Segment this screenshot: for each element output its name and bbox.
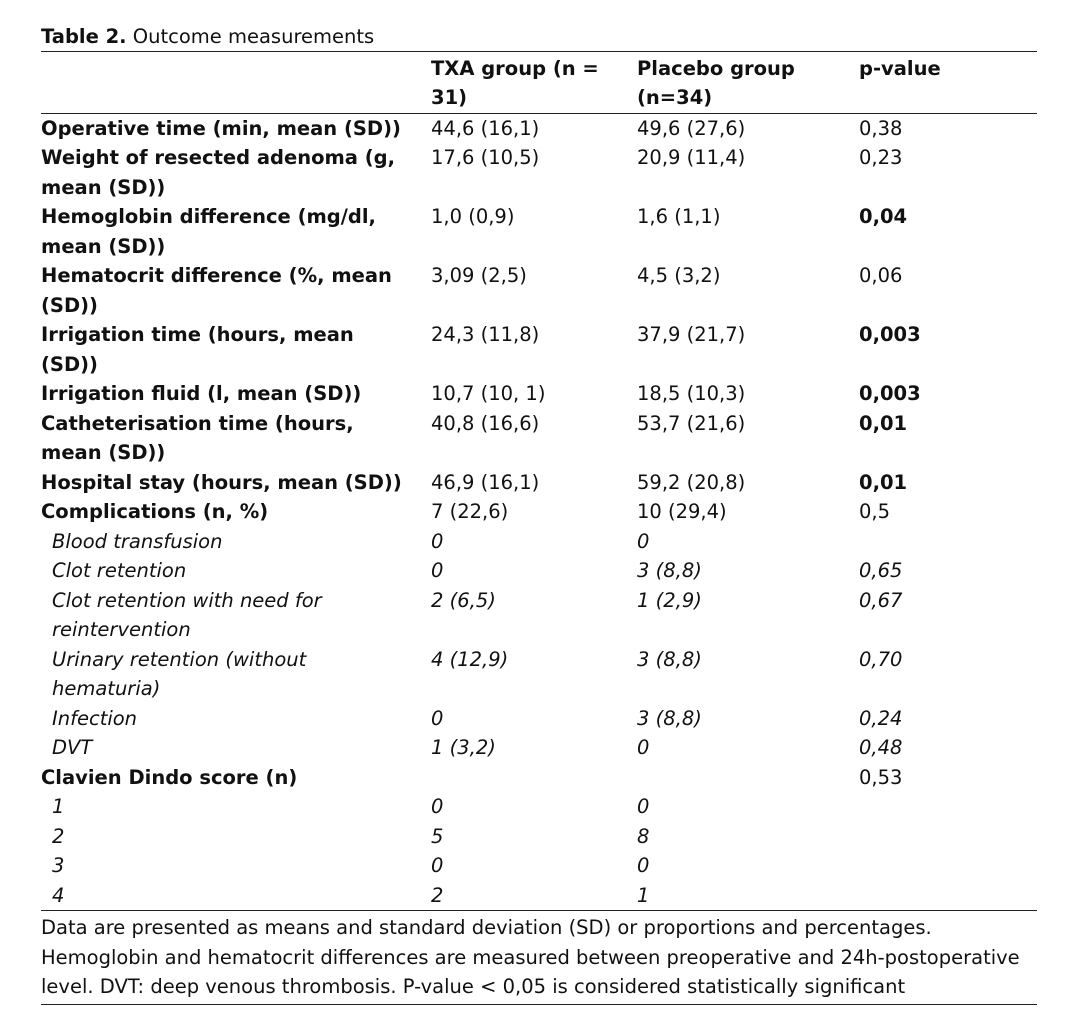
txa-value: 7 (22,6)	[431, 500, 509, 523]
txa-value: 24,3 (11,8)	[431, 323, 540, 346]
txa-value: 5	[431, 824, 444, 848]
table-row	[41, 468, 1037, 498]
p-value	[859, 822, 1037, 852]
table-row	[41, 497, 1037, 527]
txa-value: 40,8 (16,6)	[431, 411, 540, 435]
placebo-value: 53,7 (21,6)	[637, 411, 746, 435]
p-value	[859, 527, 1037, 557]
txa-value: 0	[431, 795, 444, 818]
p-value: 0,48	[859, 736, 903, 759]
table-row	[41, 409, 1037, 468]
placebo-value: 0	[637, 529, 650, 553]
txa-value: 2	[431, 883, 444, 907]
txa-value: 3,09 (2,5)	[431, 264, 527, 287]
row-label: Irrigation time (hours, mean (SD))	[41, 323, 354, 376]
header-empty	[41, 52, 431, 113]
p-value: 0,53	[859, 765, 903, 789]
outcome-table	[41, 52, 1037, 910]
row-label: Complications (n, %)	[41, 500, 269, 523]
table-caption-label: Table 2.	[41, 25, 127, 48]
row-label: 3	[52, 854, 65, 877]
p-value: 0,70	[859, 647, 903, 671]
placebo-value: 10 (29,4)	[637, 500, 727, 523]
txa-value: 0	[431, 559, 444, 582]
txa-value: 46,9 (16,1)	[431, 470, 540, 494]
placebo-value: 3 (8,8)	[637, 706, 702, 730]
table-row	[41, 645, 1037, 704]
table-caption-text: Outcome measurements	[126, 25, 375, 48]
p-value: 0,23	[859, 146, 903, 169]
header-txa-group: TXA group (n = 31)	[431, 52, 637, 113]
placebo-value: 49,6 (27,6)	[637, 116, 746, 140]
row-label: Catheterisation time (hours, mean (SD))	[41, 411, 354, 464]
table-row	[41, 113, 1037, 143]
p-value: 0,003	[859, 382, 921, 405]
placebo-value: 8	[637, 824, 650, 848]
table-header-row	[41, 52, 1037, 113]
p-value	[859, 851, 1037, 881]
row-label: Blood transfusion	[52, 529, 223, 553]
p-value: 0,65	[859, 559, 903, 582]
header-placebo-group: Placebo group (n=34)	[637, 52, 859, 113]
row-label: Weight of resected adenoma (g, mean (SD))	[41, 146, 396, 199]
txa-value: 2 (6,5)	[431, 588, 496, 612]
placebo-value: 4,5 (3,2)	[637, 264, 721, 287]
p-value: 0,5	[859, 500, 891, 523]
placebo-value: 18,5 (10,3)	[637, 382, 746, 405]
table-row	[41, 851, 1037, 881]
row-label: DVT	[52, 736, 93, 759]
txa-value: 17,6 (10,5)	[431, 146, 540, 169]
p-value: 0,24	[859, 706, 903, 730]
row-label: Hospital stay (hours, mean (SD))	[41, 470, 402, 494]
placebo-value: 20,9 (11,4)	[637, 146, 746, 169]
p-value: 0,38	[859, 116, 903, 140]
row-label: Irrigation fluid (l, mean (SD))	[41, 382, 362, 405]
placebo-value: 0	[637, 854, 650, 877]
txa-value: 0	[431, 854, 444, 877]
txa-value: 0	[431, 706, 444, 730]
table-caption	[41, 23, 1037, 52]
table-row	[41, 527, 1037, 557]
header-p-value: p-value	[859, 52, 1037, 113]
table-row	[41, 881, 1037, 911]
txa-value: 44,6 (16,1)	[431, 116, 540, 140]
txa-value	[431, 763, 637, 793]
row-label: 1	[52, 795, 65, 818]
row-label: Clot retention with need for reintervention	[52, 588, 322, 641]
p-value: 0,06	[859, 264, 903, 287]
table-row	[41, 556, 1037, 586]
table-footnote: Data are presented as means and standard deviation (SD) or proportions and percentages. Hemoglobin and hematocrit differences are measured between preoperative and 24h-postoperative level. DVT: deep venous thrombosis. P-value < 0,05 is considered statistically significant	[41, 910, 1037, 1005]
table-row	[41, 763, 1037, 793]
table-row	[41, 261, 1037, 320]
row-label: Clavien Dindo score (n)	[41, 765, 298, 789]
p-value: 0,003	[859, 323, 921, 346]
txa-value: 1 (3,2)	[431, 736, 496, 759]
row-label: 4	[52, 883, 65, 907]
txa-value: 10,7 (10, 1)	[431, 382, 546, 405]
table-body	[41, 113, 1037, 910]
outcome-table-figure	[41, 23, 1037, 1005]
p-value: 0,67	[859, 588, 903, 612]
table-row	[41, 792, 1037, 822]
row-label: Infection	[52, 706, 138, 730]
placebo-value: 59,2 (20,8)	[637, 470, 746, 494]
placebo-value	[637, 763, 859, 793]
placebo-value: 1	[637, 883, 650, 907]
row-label: Hematocrit difference (%, mean (SD))	[41, 264, 392, 317]
table-row	[41, 704, 1037, 734]
row-label: Urinary retention (without hematuria)	[52, 647, 307, 700]
txa-value: 0	[431, 529, 444, 553]
placebo-value: 0	[637, 736, 650, 759]
table-row	[41, 822, 1037, 852]
table-row	[41, 143, 1037, 202]
placebo-value: 1,6 (1,1)	[637, 205, 721, 228]
row-label: Clot retention	[52, 559, 187, 582]
p-value	[859, 881, 1037, 911]
placebo-value: 37,9 (21,7)	[637, 323, 746, 346]
p-value: 0,01	[859, 411, 908, 435]
txa-value: 4 (12,9)	[431, 647, 509, 671]
table-row	[41, 379, 1037, 409]
p-value	[859, 792, 1037, 822]
row-label: 2	[52, 824, 65, 848]
txa-value: 1,0 (0,9)	[431, 205, 515, 228]
row-label: Hemoglobin difference (mg/dl, mean (SD))	[41, 205, 376, 258]
p-value: 0,04	[859, 205, 908, 228]
placebo-value: 3 (8,8)	[637, 647, 702, 671]
table-row	[41, 586, 1037, 645]
table-row	[41, 320, 1037, 379]
placebo-value: 3 (8,8)	[637, 559, 702, 582]
table-row	[41, 733, 1037, 763]
placebo-value: 1 (2,9)	[637, 588, 702, 612]
placebo-value: 0	[637, 795, 650, 818]
table-row	[41, 202, 1037, 261]
p-value: 0,01	[859, 470, 908, 494]
row-label: Operative time (min, mean (SD))	[41, 116, 401, 140]
